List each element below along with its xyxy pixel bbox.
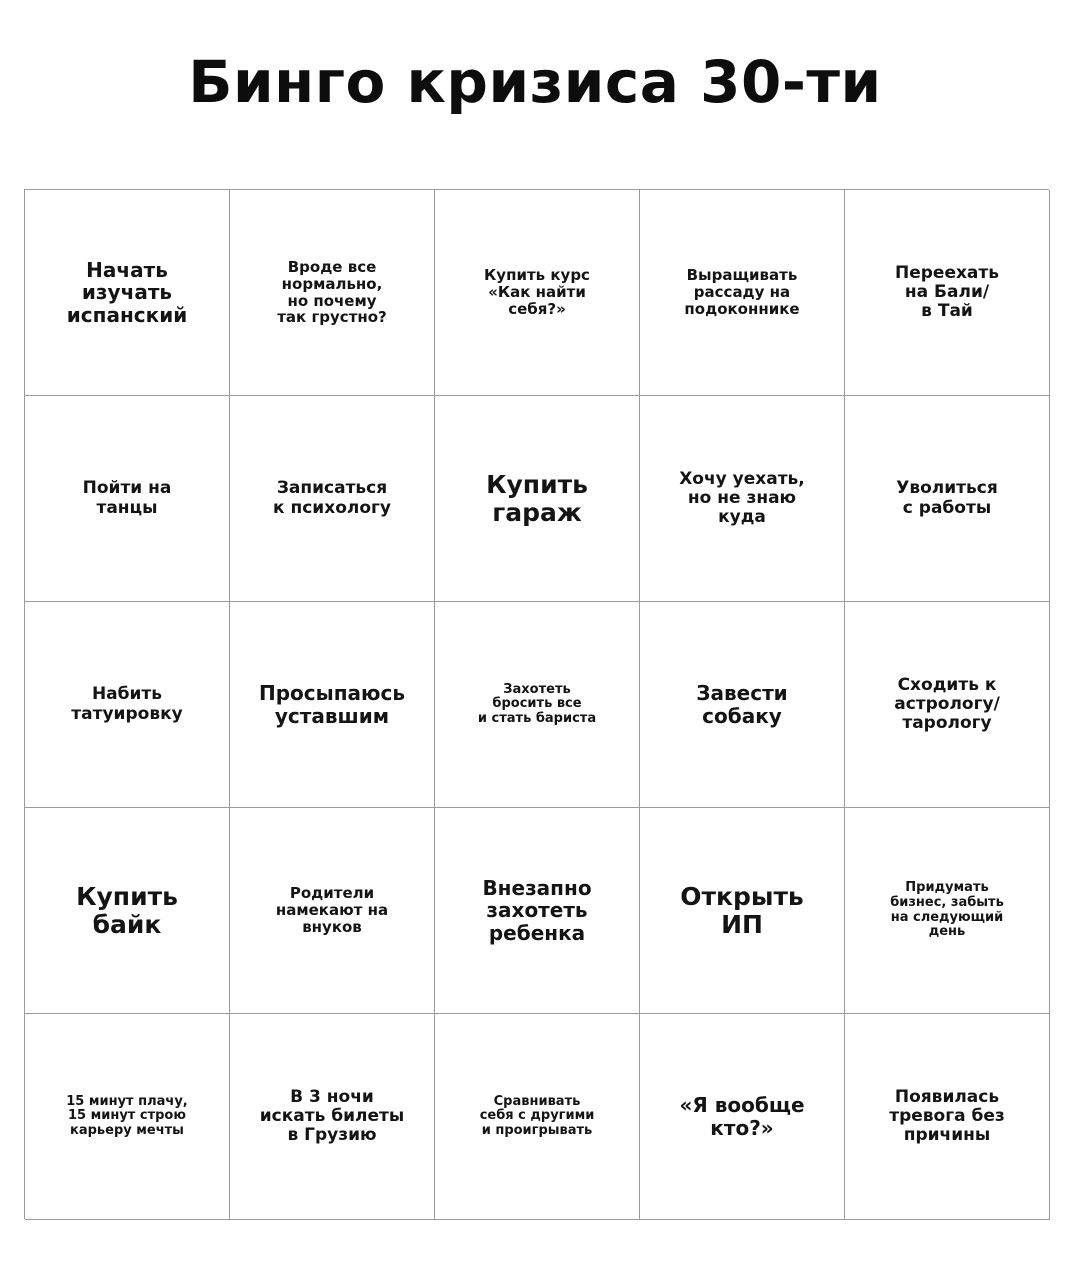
bingo-cell <box>435 190 640 396</box>
bingo-cell <box>640 808 845 1014</box>
bingo-cell-text: В 3 ночи искать билеты в Грузию <box>259 1086 405 1146</box>
bingo-cell <box>640 1014 845 1220</box>
bingo-cell <box>230 602 435 808</box>
bingo-cell-text: Родители намекают на внуков <box>275 884 389 936</box>
bingo-cell <box>640 396 845 602</box>
bingo-cell-text: Придумать бизнес, забыть на следующий день <box>890 880 1004 940</box>
bingo-cell-text: Завести собаку <box>696 681 788 728</box>
bingo-cell <box>640 602 845 808</box>
bingo-cell-text: Вроде все нормально, но почему так грустно? <box>277 257 387 327</box>
bingo-cell <box>640 190 845 396</box>
bingo-cell-text: Уволиться с работы <box>896 478 998 518</box>
bingo-cell-text: Набить татуировку <box>71 684 183 724</box>
bingo-cell-text: Начать изучать испанский <box>66 257 188 327</box>
bingo-cell-text: Купить курс «Как найти себя?» <box>484 266 590 318</box>
bingo-cell-text: Купить байк <box>76 881 178 939</box>
bingo-cell-text: 15 минут плачу, 15 минут строю карьеру мечты <box>66 1093 188 1138</box>
bingo-cell-text: Внезапно захотеть ребенка <box>482 875 592 945</box>
bingo-cell-text: Захотеть бросить все и стать бариста <box>477 681 597 726</box>
bingo-cell-text: Сравнивать себя с другими и проигрывать <box>479 1093 595 1138</box>
bingo-cell-text: Сходить к астрологу/ тарологу <box>894 674 1000 734</box>
bingo-cell <box>25 808 230 1014</box>
bingo-cell <box>230 808 435 1014</box>
bingo-cell <box>25 602 230 808</box>
bingo-cell-text: Хочу уехать, но не знаю куда <box>679 468 805 528</box>
bingo-cell <box>845 190 1050 396</box>
bingo-cell <box>230 396 435 602</box>
bingo-cell-text: «Я вообще кто?» <box>679 1093 805 1140</box>
bingo-cell <box>435 602 640 808</box>
bingo-cell-text: Купить гараж <box>486 469 588 527</box>
bingo-cell <box>230 1014 435 1220</box>
bingo-cell-text: Пойти на танцы <box>82 478 172 518</box>
bingo-cell <box>230 190 435 396</box>
bingo-grid <box>24 189 1049 1219</box>
bingo-cell-text: Просыпаюсь уставшим <box>259 681 405 728</box>
bingo-cell <box>845 602 1050 808</box>
bingo-cell <box>435 808 640 1014</box>
bingo-cell-text: Переехать на Бали/ в Тай <box>894 262 1000 322</box>
bingo-cell-text: Выращивать рассаду на подоконнике <box>684 266 800 318</box>
bingo-cell <box>25 190 230 396</box>
bingo-cell-text: Появилась тревога без причины <box>889 1086 1005 1146</box>
bingo-cell <box>435 396 640 602</box>
page-title: Бинго кризиса 30-ти <box>188 48 882 116</box>
bingo-cell <box>845 808 1050 1014</box>
bingo-cell <box>845 1014 1050 1220</box>
bingo-cell <box>845 396 1050 602</box>
bingo-cell <box>435 1014 640 1220</box>
bingo-cell-text: Записаться к психологу <box>273 478 391 518</box>
bingo-cell <box>25 396 230 602</box>
bingo-cell-text: Открыть ИП <box>680 881 804 939</box>
bingo-cell <box>25 1014 230 1220</box>
